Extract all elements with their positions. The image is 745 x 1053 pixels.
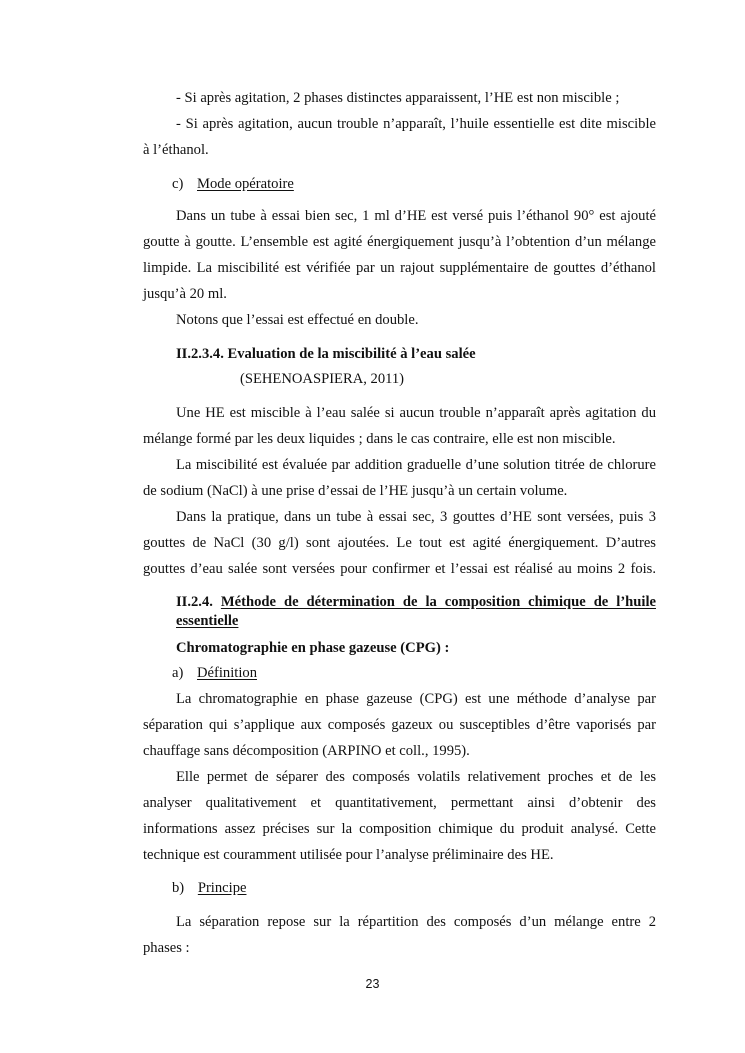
heading-principe (172, 879, 685, 897)
heading-title: Définition (197, 665, 257, 681)
paragraph-line: jusqu’à 20 ml. (143, 286, 227, 302)
paragraph-line: gouttes d’eau salée sont versées pour confirmer et l’essai est réalisé au moins 2 fois. (143, 561, 656, 577)
section-title: Méthode de détermination de la composition chimique de l’huile (220, 594, 656, 610)
paragraph-line: limpide. La miscibilité est vérifiée par un rajout supplémentaire de gouttes d’éthanol (143, 260, 656, 276)
paragraph-line: technique est couramment utilisée pour l’analyse préliminaire des HE. (143, 847, 554, 863)
heading-number: b) (172, 880, 185, 896)
heading-number: a) (172, 665, 184, 681)
citation-reference: (SEHENOASPIERA, 2011) (240, 371, 405, 387)
heading-definition (172, 664, 685, 682)
paragraph-line: chauffage sans décomposition (ARPINO et coll., 1995). (143, 743, 470, 759)
paragraph-line: de sodium (NaCl) à une prise d’essai de l’HE jusqu’à un certain volume. (143, 483, 568, 499)
paragraph-line: séparation qui s’applique aux composés gazeux ou susceptibles d’être vaporisés par (143, 717, 656, 733)
paragraph-line: à l’éthanol. (143, 142, 209, 158)
paragraph-line: goutte à goutte. L’ensemble est agité énergiquement jusqu’à l’obtention d’un mélange (143, 234, 656, 250)
paragraph-line: Une HE est miscible à l’eau salée si aucun trouble n’apparaît après agitation du (176, 405, 656, 421)
paragraph-line: La chromatographie en phase gazeuse (CPG) est une méthode d’analyse par (176, 691, 656, 707)
paragraph-line: phases : (143, 940, 190, 956)
section-heading-2-4 (176, 593, 656, 611)
subheading-cpg: Chromatographie en phase gazeuse (CPG) : (176, 640, 450, 656)
paragraph-line: gouttes de NaCl (30 g/l) sont ajoutées. Le tout est agité énergiquement. D’autres (143, 535, 656, 551)
section-number: II.2.4. (176, 594, 213, 610)
paragraph-line: analyser qualitativement et quantitativement, permettant ainsi d’obtenir des (143, 795, 656, 811)
paragraph-line: mélange formé par les deux liquides ; dans le cas contraire, elle est non miscible. (143, 431, 616, 447)
paragraph-line: Dans la pratique, dans un tube à essai sec, 3 gouttes d’HE sont versées, puis 3 (176, 509, 656, 525)
paragraph-line: Dans un tube à essai bien sec, 1 ml d’HE est versé puis l’éthanol 90° est ajouté (176, 208, 656, 224)
page-number: 23 (365, 977, 380, 991)
bullet-line-miscible: - Si après agitation, aucun trouble n’apparaît, l’huile essentielle est dite miscible (176, 116, 656, 132)
heading-number: c) (172, 176, 184, 192)
heading-mode-operatoire (172, 175, 685, 193)
paragraph-line: La séparation repose sur la répartition des composés d’un mélange entre 2 (176, 914, 656, 930)
heading-title: Principe (197, 880, 247, 896)
paragraph-line: informations assez précises sur la composition chimique du produit analysé. Cette (143, 821, 656, 837)
bullet-line-non-miscible: - Si après agitation, 2 phases distinctes apparaissent, l’HE est non miscible ; (176, 90, 620, 106)
section-title-continued: essentielle (176, 613, 239, 629)
paragraph-line: Elle permet de séparer des composés volatils relativement proches et de les (176, 769, 656, 785)
paragraph-line: Notons que l’essai est effectué en double. (176, 312, 419, 328)
section-heading-2-3-4: II.2.3.4. Evaluation de la miscibilité à l’eau salée (176, 346, 476, 362)
heading-title: Mode opératoire (197, 176, 294, 192)
paragraph-line: La miscibilité est évaluée par addition graduelle d’une solution titrée de chlorure (176, 457, 656, 473)
